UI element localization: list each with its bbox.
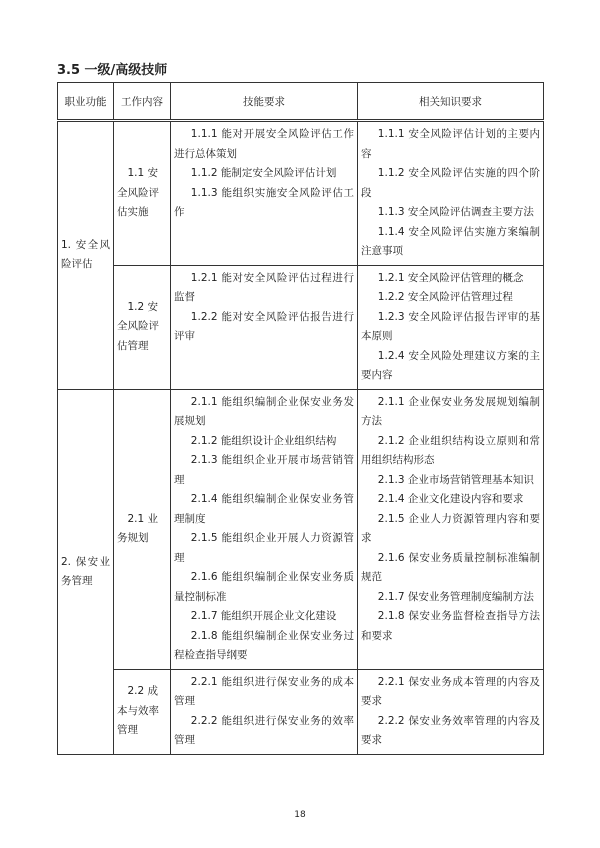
skill-item: 1.1.2 能制定安全风险评估计划 [190,167,337,179]
table-row [58,265,544,389]
skill-cell [171,121,358,266]
section-heading: 3.5 一级/高级技师 [57,63,168,78]
knowledge-item: 1.2.1 安全风险评估管理的概念 [377,271,524,284]
work-text: 1.2 安全风险评估管理 [117,300,159,352]
skill-item: 2.1.8 能组织编制企业保安业务过程检查指导纲要 [174,629,354,661]
table-row [58,669,544,754]
function-text: 2. 保安业务管理 [61,555,110,587]
skill-standard-table [57,82,544,755]
knowledge-cell [358,389,544,669]
knowledge-item: 2.1.3 企业市场营销管理基本知识 [377,473,534,486]
skill-item: 2.1.6 能组织编制企业保安业务质量控制标准 [174,571,354,603]
table-row [58,121,544,266]
knowledge-item: 1.2.3 安全风险评估报告评审的基本原则 [361,310,540,342]
skill-cell [171,265,358,389]
knowledge-item: 2.1.7 保安业务管理制度编制方法 [377,590,534,603]
work-cell [114,265,171,389]
knowledge-item: 2.1.5 企业人力资源管理内容和要求 [361,512,540,544]
knowledge-item: 2.1.2 企业组织结构设立原则和常用组织结构形态 [361,434,540,466]
skill-item: 1.2.2 能对安全风险评估报告进行评审 [174,310,354,342]
knowledge-cell [358,669,544,754]
function-text: 1. 安全风险评估 [61,239,110,271]
skill-item: 2.2.2 能组织进行保安业务的效率管理 [174,714,354,746]
knowledge-item: 2.1.6 保安业务质量控制标准编制规范 [361,551,540,583]
table-row [58,389,544,669]
skill-item: 2.1.1 能组织编制企业保安业务发展规划 [174,395,354,427]
knowledge-item: 1.2.4 安全风险处理建议方案的主要内容 [361,349,540,381]
knowledge-item: 1.1.2 安全风险评估实施的四个阶段 [361,167,540,199]
work-text: 2.2 成本与效率管理 [117,685,159,737]
skill-item: 2.1.7 能组织开展企业文化建设 [190,610,337,622]
page-number: 18 [294,810,306,820]
work-text: 2.1 业务规划 [117,512,159,544]
skill-cell [171,389,358,669]
knowledge-cell [358,121,544,266]
work-cell [114,669,171,754]
work-cell [114,121,171,266]
knowledge-item: 2.2.1 保安业务成本管理的内容及要求 [361,675,540,707]
header-work: 工作内容 [114,83,171,121]
skill-item: 1.1.1 能对开展安全风险评估工作进行总体策划 [174,128,354,160]
knowledge-item: 2.1.4 企业文化建设内容和要求 [377,493,524,505]
knowledge-item: 2.1.8 保安业务监督检查指导方法和要求 [361,610,540,642]
work-text: 1.1 安全风险评估实施 [117,167,159,218]
table-header-row [58,83,544,121]
skill-item: 2.1.3 能组织企业开展市场营销管理 [174,454,354,486]
header-knowledge: 相关知识要求 [358,83,544,121]
function-cell [58,121,114,390]
function-cell [58,389,114,754]
work-cell [114,389,171,669]
skill-item: 1.1.3 能组织实施安全风险评估工作 [174,186,354,218]
skill-item: 2.1.4 能组织编制企业保安业务管理制度 [174,493,354,525]
header-function: 职业功能 [58,83,114,121]
knowledge-item: 2.1.1 企业保安业务发展规划编制方法 [361,395,540,427]
skill-cell [171,669,358,754]
knowledge-item: 2.2.2 保安业务效率管理的内容及要求 [361,714,540,746]
skill-item: 2.1.5 能组织企业开展人力资源管理 [174,532,354,564]
knowledge-item: 1.1.3 安全风险评估调查主要方法 [377,206,534,218]
knowledge-item: 1.1.4 安全风险评估实施方案编制注意事项 [361,225,540,257]
skill-item: 2.1.2 能组织设计企业组织结构 [190,434,337,447]
knowledge-cell [358,265,544,389]
skill-item: 2.2.1 能组织进行保安业务的成本管理 [174,675,354,707]
knowledge-item: 1.1.1 安全风险评估计划的主要内容 [361,128,540,160]
header-skill: 技能要求 [171,83,358,121]
knowledge-item: 1.2.2 安全风险评估管理过程 [377,291,513,303]
skill-item: 1.2.1 能对安全风险评估过程进行监督 [174,271,354,303]
